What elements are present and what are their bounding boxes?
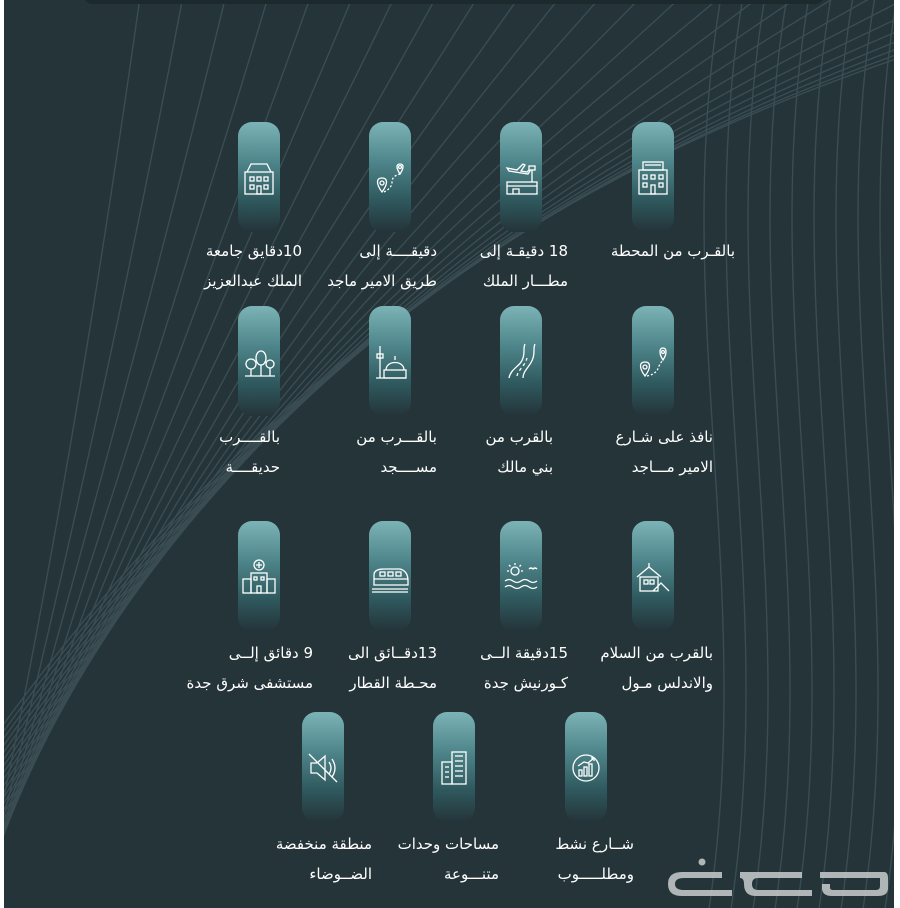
feature-text bbox=[287, 422, 437, 482]
feature-text bbox=[585, 236, 735, 266]
feature-line-2: حديقــــة bbox=[225, 458, 280, 476]
feature-text bbox=[418, 638, 568, 698]
feature-icon-tile bbox=[632, 122, 674, 232]
feature-icon-tile bbox=[632, 306, 674, 416]
growth-chart-icon bbox=[566, 746, 606, 788]
feature-line-2: الملك عبدالعزيز bbox=[204, 272, 302, 290]
decorative-curve bbox=[792, 0, 812, 908]
haraj-watermark-logo bbox=[662, 854, 892, 898]
feature-line-1: بالقـرب من المحطة bbox=[610, 242, 735, 260]
feature-line-1: 9 دقائق إلــى bbox=[228, 644, 313, 662]
feature-line-2: مطـــار الملك bbox=[482, 272, 568, 290]
feature-line-2: متنـــوعة bbox=[443, 865, 499, 883]
feature-text bbox=[222, 829, 372, 889]
feature-icon-tile bbox=[565, 712, 607, 822]
feature-text bbox=[563, 422, 713, 482]
feature-line-1: بالقرب من bbox=[485, 428, 553, 446]
top-banner-edge bbox=[84, 0, 824, 4]
university-icon bbox=[239, 156, 279, 198]
feature-line-1: منطقة منخفضة bbox=[275, 835, 372, 853]
decorative-curve bbox=[836, 0, 856, 908]
hospital-icon bbox=[239, 555, 279, 597]
feature-line-2: طريق الامير ماجد bbox=[327, 272, 437, 290]
building-icon bbox=[633, 156, 673, 198]
park-icon bbox=[239, 340, 279, 382]
decorative-curve bbox=[726, 0, 746, 908]
mosque-icon bbox=[370, 340, 410, 382]
feature-line-2: والاندلس مـول bbox=[621, 674, 713, 692]
feature-line-1: 10دقايق جامعة bbox=[205, 242, 302, 260]
feature-line-1: دقيقــــة إلى bbox=[359, 242, 437, 260]
feature-line-2: الضــوضاء bbox=[309, 865, 372, 883]
feature-line-1: نافذ على شـارع bbox=[615, 428, 713, 446]
feature-icon-tile bbox=[433, 712, 475, 822]
feature-line-1: 13دقــائق الى bbox=[348, 644, 437, 662]
feature-text bbox=[163, 638, 313, 698]
feature-text bbox=[484, 829, 634, 889]
feature-text bbox=[287, 236, 437, 296]
decorative-curve bbox=[748, 0, 768, 908]
feature-icon-tile bbox=[500, 306, 542, 416]
feature-line-1: بالقــــرب bbox=[219, 428, 280, 446]
feature-line-2: ومطلـــــوب bbox=[557, 865, 634, 883]
feature-line-1: شــارع نشط bbox=[555, 835, 634, 853]
feature-line-1: بالقرب من السلام bbox=[600, 644, 713, 662]
feature-icon-tile bbox=[632, 521, 674, 631]
road-icon bbox=[501, 340, 541, 382]
train-icon bbox=[370, 555, 410, 597]
location-pin-icon bbox=[633, 340, 673, 382]
feature-icon-tile bbox=[238, 306, 280, 416]
feature-line-2: كـورنيش جدة bbox=[483, 674, 568, 692]
feature-line-2: بني مالك bbox=[497, 458, 553, 476]
feature-line-2: محـطة القطار bbox=[349, 674, 437, 692]
feature-icon-tile bbox=[500, 122, 542, 232]
feature-icon-tile bbox=[369, 521, 411, 631]
feature-icon-tile bbox=[238, 122, 280, 232]
decorative-curve bbox=[858, 0, 878, 908]
feature-line-2: مستشفى شرق جدة bbox=[186, 674, 313, 692]
feature-text bbox=[418, 236, 568, 296]
airport-icon bbox=[501, 156, 541, 198]
house-icon bbox=[633, 555, 673, 597]
decorative-curve bbox=[880, 0, 894, 908]
decorative-curve bbox=[770, 0, 790, 908]
feature-text bbox=[130, 422, 280, 482]
decorative-curve bbox=[814, 0, 834, 908]
feature-line-1: 15دقيقة الــى bbox=[480, 644, 568, 662]
feature-text bbox=[152, 236, 302, 296]
feature-icon-tile bbox=[302, 712, 344, 822]
feature-icon-tile bbox=[369, 306, 411, 416]
feature-line-1: بالقـــرب من bbox=[356, 428, 437, 446]
feature-line-2: الامير مـــاجد bbox=[631, 458, 713, 476]
feature-icon-tile bbox=[369, 122, 411, 232]
route-icon bbox=[370, 156, 410, 198]
mute-speaker-icon bbox=[303, 746, 343, 788]
feature-icon-tile bbox=[238, 521, 280, 631]
feature-text bbox=[563, 638, 713, 698]
feature-icon-tile bbox=[500, 521, 542, 631]
office-building-icon bbox=[434, 746, 474, 788]
feature-line-1: مساحات وحدات bbox=[397, 835, 499, 853]
corniche-icon bbox=[501, 555, 541, 597]
feature-line-1: 18 دقيقـة إلى bbox=[479, 242, 568, 260]
feature-line-2: مســــجد bbox=[380, 458, 437, 476]
